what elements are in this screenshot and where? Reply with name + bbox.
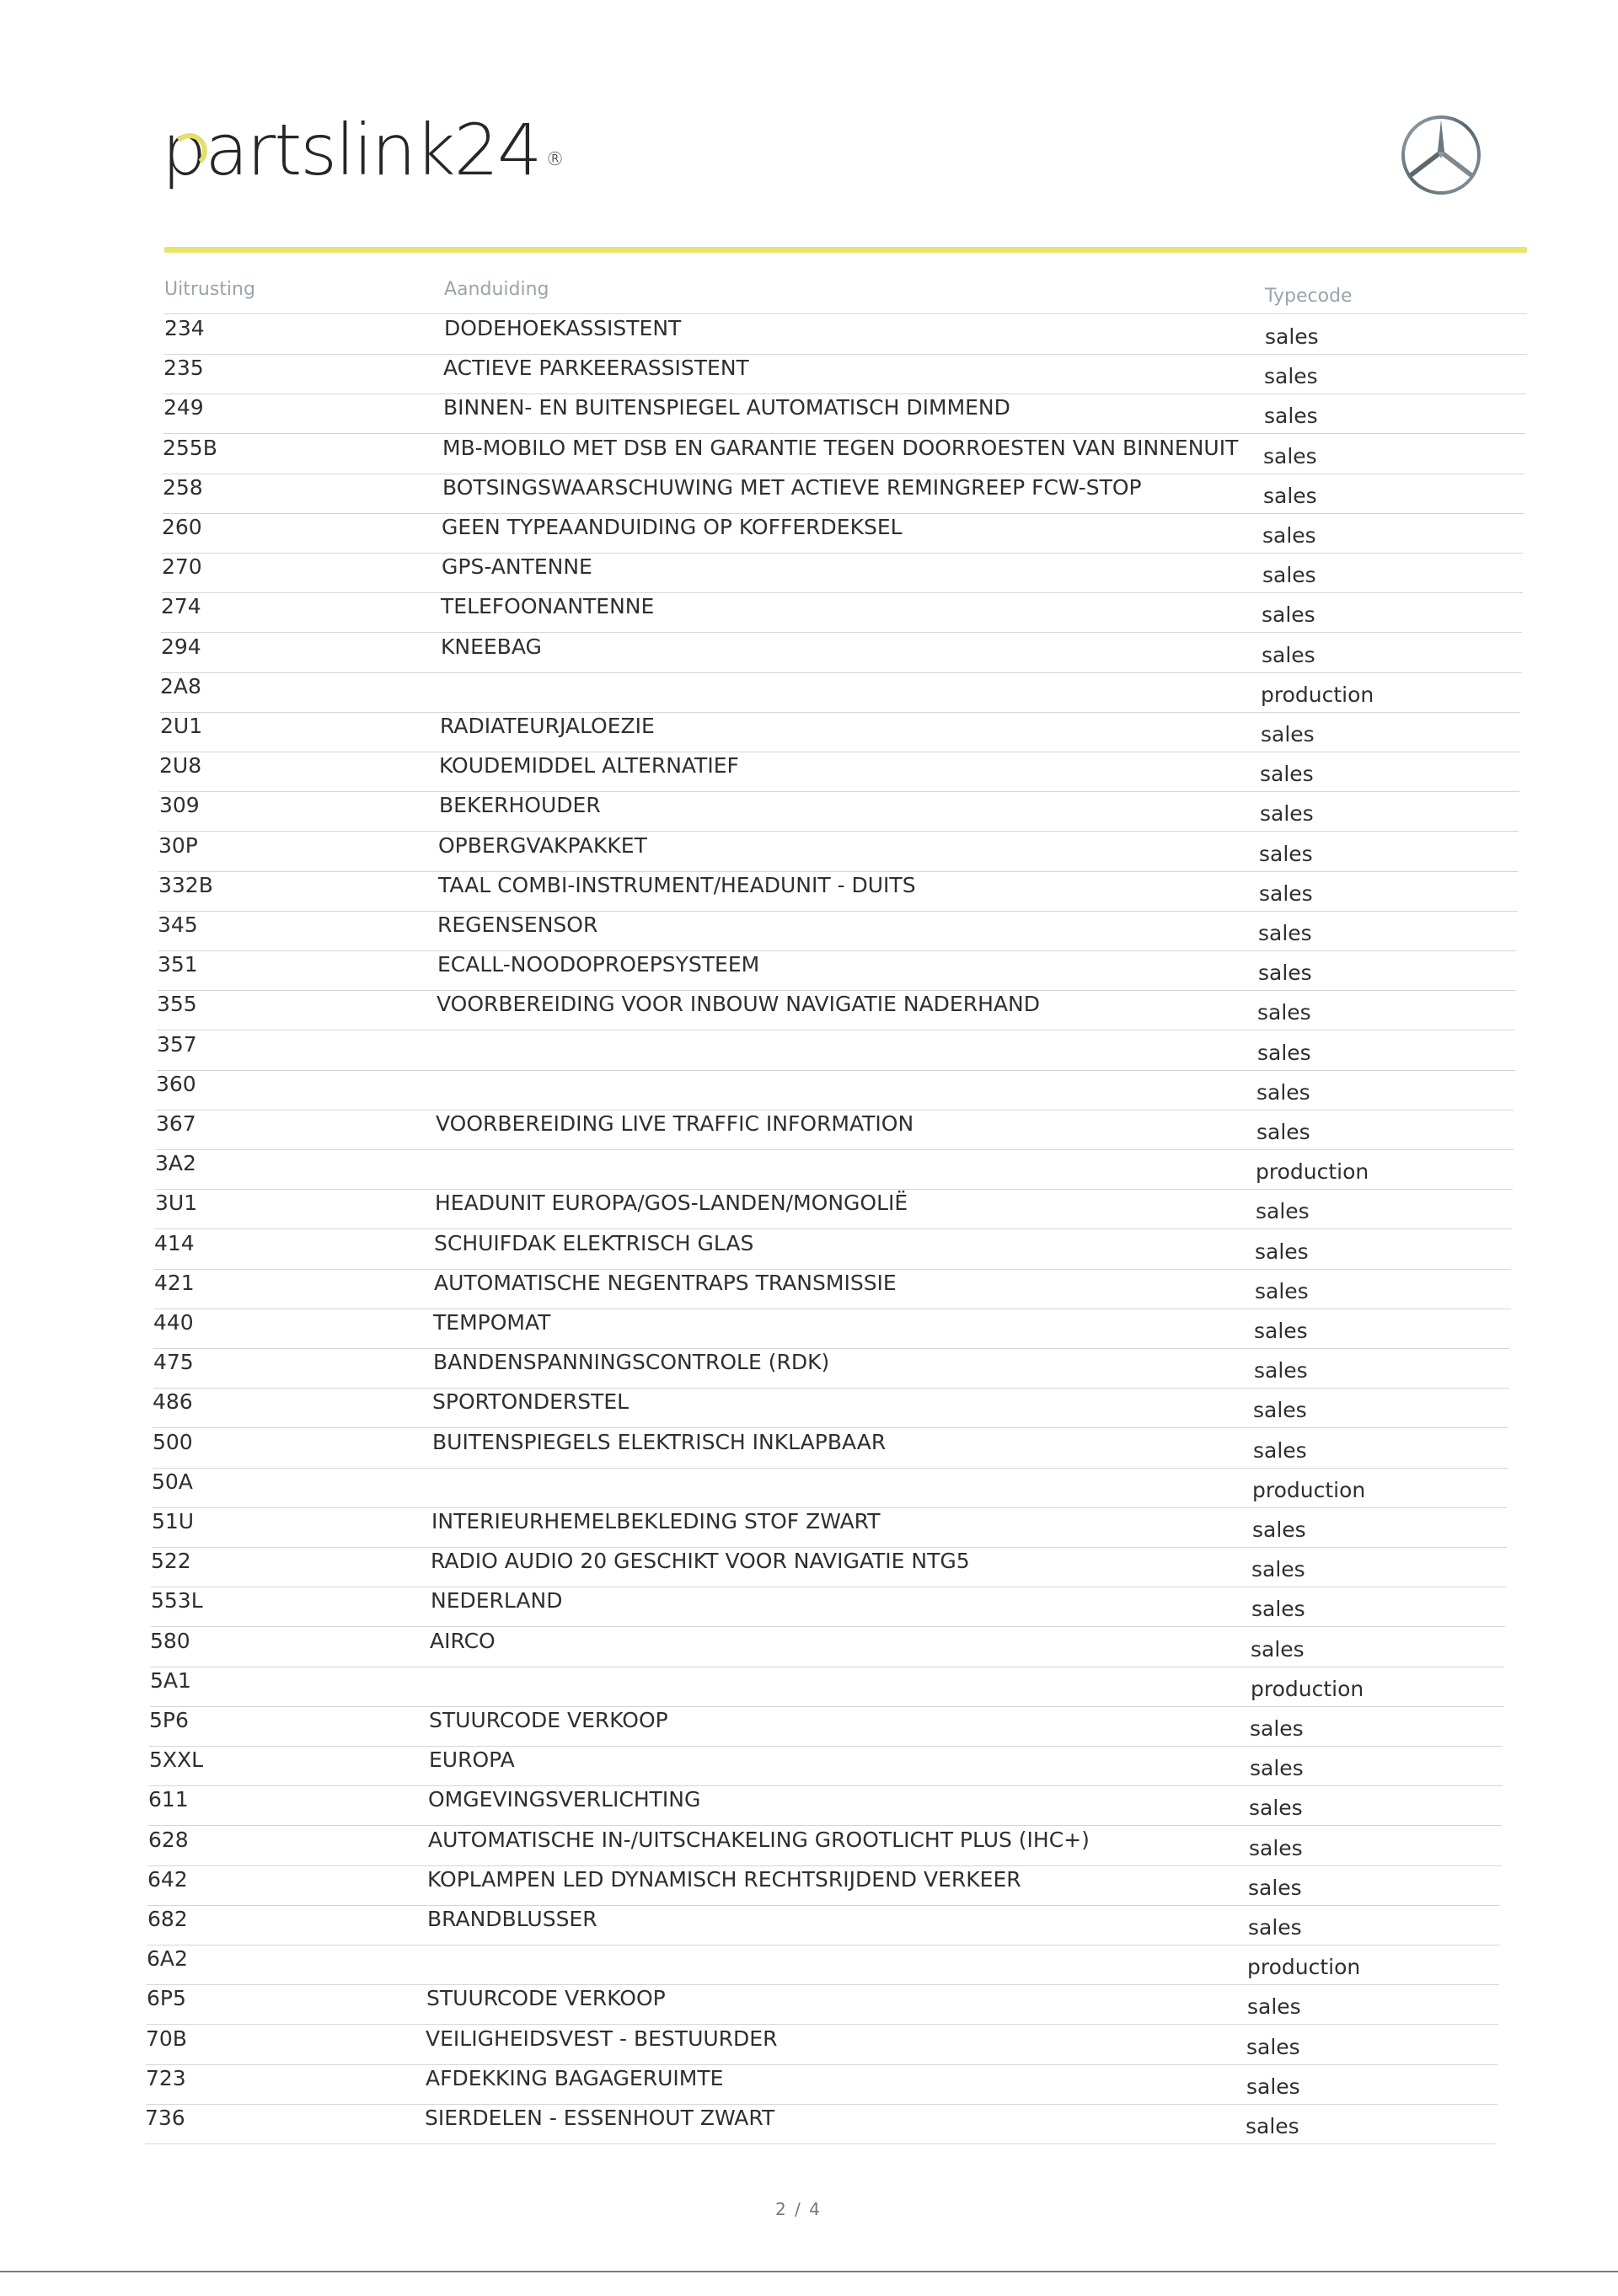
- table-row: [148, 1826, 1502, 1866]
- type-code: sales: [1246, 2035, 1300, 2059]
- type-code: sales: [1256, 1199, 1310, 1223]
- equipment-code: 5P6: [149, 1708, 189, 1732]
- equipment-description: DODEHOEKASSISTENT: [444, 316, 682, 340]
- equipment-code: 294: [161, 634, 201, 659]
- equipment-code: 2U1: [160, 714, 203, 738]
- table-row: [146, 2064, 1497, 2105]
- table-row: [154, 1269, 1511, 1309]
- type-code: sales: [1250, 1716, 1304, 1741]
- equipment-code: 611: [148, 1787, 189, 1812]
- type-code: sales: [1257, 1000, 1311, 1025]
- equipment-code: 274: [161, 594, 201, 618]
- equipment-code: 255B: [163, 436, 217, 460]
- table-row: [151, 1587, 1505, 1627]
- table-row: [159, 752, 1519, 792]
- type-code: sales: [1264, 404, 1318, 428]
- type-code: sales: [1263, 484, 1317, 508]
- logo-p-letter: [162, 108, 205, 192]
- equipment-code: 357: [157, 1032, 197, 1057]
- equipment-code: 682: [147, 1907, 188, 1931]
- equipment-description: AUTOMATISCHE NEGENTRAPS TRANSMISSIE: [434, 1271, 897, 1295]
- table-row: [148, 1785, 1502, 1826]
- equipment-code: 580: [150, 1629, 190, 1653]
- registered-mark: ®: [545, 149, 563, 170]
- type-code: sales: [1262, 523, 1316, 548]
- type-code: sales: [1248, 1915, 1302, 1940]
- equipment-description: VOORBEREIDING VOOR INBOUW NAVIGATIE NADERHAND: [437, 992, 1040, 1016]
- equipment-description: TEMPOMAT: [433, 1310, 551, 1335]
- table-row: [158, 911, 1516, 951]
- type-code: production: [1261, 682, 1374, 707]
- type-code: sales: [1262, 602, 1315, 627]
- type-code: sales: [1257, 1041, 1311, 1065]
- equipment-code: 5A1: [150, 1668, 191, 1693]
- table-row: [163, 434, 1524, 474]
- table-header: [164, 274, 1527, 314]
- table-row: [152, 1507, 1507, 1548]
- type-code: sales: [1263, 444, 1317, 468]
- equipment-code: 440: [153, 1310, 194, 1335]
- type-code: sales: [1260, 801, 1314, 826]
- table-row: [153, 1428, 1508, 1469]
- table-row: [160, 672, 1520, 713]
- table-row: [163, 393, 1525, 434]
- type-code: sales: [1248, 1876, 1302, 1900]
- equipment-description: BANDENSPANNINGSCONTROLE (RDK): [433, 1350, 830, 1374]
- table-row: [157, 1030, 1515, 1071]
- column-header-uitrusting: Uitrusting: [164, 279, 255, 300]
- equipment-code: 249: [163, 395, 204, 420]
- equipment-description: STUURCODE VERKOOP: [429, 1708, 668, 1732]
- equipment-description: OPBERGVAKPAKKET: [438, 833, 647, 858]
- equipment-code: 553L: [151, 1588, 203, 1613]
- equipment-description: SCHUIFDAK ELEKTRISCH GLAS: [434, 1231, 754, 1255]
- table-row: [156, 1110, 1514, 1150]
- table-row: [147, 1984, 1498, 2025]
- type-code: sales: [1246, 2114, 1299, 2138]
- table-row: [155, 1149, 1513, 1190]
- equipment-description: GEEN TYPEAANDUIDING OP KOFFERDEKSEL: [442, 515, 903, 539]
- equipment-description: GPS-ANTENNE: [442, 554, 592, 579]
- equipment-description: BEKERHOUDER: [439, 793, 601, 817]
- equipment-description: MB-MOBILO MET DSB EN GARANTIE TEGEN DOORROESTEN VAN BINNENUIT: [442, 436, 1239, 460]
- equipment-code: 3U1: [155, 1191, 198, 1215]
- equipment-code: 2A8: [160, 674, 201, 698]
- table-row: [161, 592, 1522, 633]
- type-code: sales: [1254, 1319, 1308, 1343]
- equipment-description: AFDEKKING BAGAGERUIMTE: [426, 2066, 724, 2090]
- table-row: [147, 1905, 1500, 1945]
- table-row: [157, 990, 1515, 1030]
- type-code: production: [1256, 1159, 1369, 1184]
- type-code: sales: [1255, 1239, 1309, 1264]
- equipment-description: RADIATEURJALOEZIE: [440, 714, 655, 738]
- header-divider: [164, 247, 1527, 253]
- equipment-code: 522: [151, 1549, 191, 1573]
- table-row: [153, 1309, 1509, 1349]
- type-code: production: [1251, 1677, 1364, 1701]
- equipment-description: SIERDELEN - ESSENHOUT ZWART: [425, 2106, 775, 2130]
- table-row: [149, 1746, 1503, 1786]
- type-code: sales: [1265, 324, 1319, 349]
- equipment-description: KOPLAMPEN LED DYNAMISCH RECHTSRIJDEND VERKEER: [427, 1867, 1021, 1892]
- table-row: [147, 1865, 1500, 1906]
- equipment-description: ECALL-NOODOPROEPSYSTEEM: [437, 952, 760, 977]
- type-code: sales: [1246, 2074, 1300, 2099]
- table-row: [152, 1468, 1507, 1508]
- type-code: sales: [1250, 1756, 1304, 1780]
- equipment-description: KOUDEMIDDEL ALTERNATIEF: [439, 753, 739, 778]
- equipment-code: 628: [148, 1828, 189, 1852]
- table-row: [163, 354, 1526, 394]
- equipment-code: 723: [146, 2066, 186, 2090]
- type-code: sales: [1262, 643, 1315, 667]
- logo-accent-arc-icon: [172, 133, 207, 169]
- table-row: [145, 2104, 1496, 2144]
- equipment-description: AUTOMATISCHE IN-/UITSCHAKELING GROOTLICHT PLUS (IHC+): [428, 1828, 1090, 1852]
- equipment-code: 6A2: [147, 1946, 188, 1971]
- type-code: sales: [1255, 1279, 1309, 1303]
- equipment-code: 30P: [158, 833, 198, 858]
- equipment-description: AIRCO: [430, 1629, 496, 1653]
- logo-text: artslink24: [205, 109, 541, 191]
- type-code: sales: [1249, 1836, 1303, 1860]
- table-row: [150, 1667, 1504, 1707]
- page-indicator: 2 / 4: [775, 2199, 822, 2219]
- equipment-code: 486: [153, 1389, 193, 1414]
- equipment-code: 51U: [152, 1509, 195, 1533]
- equipment-description: VEILIGHEIDSVEST - BESTUURDER: [426, 2026, 778, 2051]
- equipment-code: 345: [158, 913, 198, 937]
- equipment-description: NEDERLAND: [431, 1588, 563, 1613]
- table-row: [153, 1348, 1509, 1389]
- equipment-code: 70B: [146, 2026, 187, 2051]
- equipment-description: TELEFOONANTENNE: [441, 594, 655, 618]
- type-code: sales: [1251, 1557, 1305, 1582]
- type-code: sales: [1264, 364, 1318, 388]
- type-code: production: [1252, 1478, 1366, 1502]
- equipment-code: 475: [153, 1350, 194, 1374]
- type-code: sales: [1256, 1120, 1310, 1144]
- equipment-description: KNEEBAG: [441, 634, 542, 659]
- equipment-code: 260: [162, 515, 202, 539]
- equipment-code: 235: [163, 356, 204, 380]
- table-row: [155, 1189, 1512, 1229]
- type-code: sales: [1251, 1637, 1305, 1662]
- equipment-description: SPORTONDERSTEL: [432, 1389, 630, 1414]
- mercedes-star-icon: [1399, 113, 1483, 197]
- type-code: sales: [1261, 722, 1315, 747]
- type-code: sales: [1259, 842, 1313, 866]
- type-code: sales: [1252, 1517, 1306, 1542]
- equipment-code: 270: [162, 554, 202, 579]
- equipment-description: BUITENSPIEGELS ELEKTRISCH INKLAPBAAR: [432, 1430, 887, 1454]
- equipment-code: 414: [154, 1231, 195, 1255]
- table-row: [164, 314, 1527, 355]
- type-code: sales: [1259, 881, 1313, 906]
- table-row: [147, 1945, 1499, 1985]
- column-header-typecode: Typecode: [1265, 286, 1353, 307]
- equipment-description: REGENSENSOR: [437, 913, 598, 937]
- column-header-aanduiding: Aanduiding: [444, 279, 549, 300]
- equipment-description: BOTSINGSWAARSCHUWING MET ACTIEVE REMINGREEP FCW-STOP: [442, 475, 1142, 500]
- equipment-code: 360: [156, 1072, 196, 1096]
- type-code: sales: [1262, 563, 1316, 587]
- equipment-code: 736: [145, 2106, 185, 2130]
- logo-wordmark: [162, 108, 562, 192]
- table-row: [156, 1070, 1514, 1111]
- type-code: sales: [1260, 762, 1314, 786]
- table-row: [149, 1706, 1503, 1747]
- equipment-description: EUROPA: [429, 1747, 515, 1772]
- type-code: sales: [1251, 1597, 1305, 1621]
- table-row: [161, 633, 1522, 673]
- equipment-code: 367: [156, 1111, 196, 1136]
- type-code: sales: [1249, 1796, 1303, 1820]
- type-code: sales: [1253, 1438, 1307, 1463]
- equipment-description: OMGEVINGSVERLICHTING: [428, 1787, 701, 1812]
- equipment-description: STUURCODE VERKOOP: [426, 1986, 666, 2010]
- equipment-description: VOORBEREIDING LIVE TRAFFIC INFORMATION: [436, 1111, 914, 1136]
- table-row: [159, 791, 1519, 832]
- type-code: sales: [1247, 1994, 1301, 2019]
- equipment-code: 500: [153, 1430, 193, 1454]
- equipment-description: RADIO AUDIO 20 GESCHIKT VOOR NAVIGATIE NTG5: [431, 1549, 970, 1573]
- page-bottom-border: [0, 2271, 1618, 2272]
- type-code: sales: [1256, 1080, 1310, 1105]
- logo-p-glyph: p: [162, 109, 206, 191]
- table-row: [151, 1547, 1506, 1587]
- equipment-code: 351: [158, 952, 198, 977]
- equipment-description: BINNEN- EN BUITENSPIEGEL AUTOMATISCH DIMMEND: [443, 395, 1010, 420]
- partslink24-logo: [162, 108, 562, 209]
- equipment-description: TAAL COMBI-INSTRUMENT/HEADUNIT - DUITS: [438, 873, 916, 897]
- equipment-description: ACTIEVE PARKEERASSISTENT: [443, 356, 749, 380]
- equipment-code: 3A2: [155, 1151, 196, 1175]
- table-row: [158, 950, 1516, 991]
- equipment-code: 234: [164, 316, 205, 340]
- table-row: [158, 871, 1518, 912]
- type-code: production: [1247, 1955, 1361, 1979]
- equipment-code: 5XXL: [149, 1747, 204, 1772]
- equipment-code: 642: [147, 1867, 188, 1892]
- table-row: [154, 1229, 1511, 1270]
- equipment-code: 258: [163, 475, 203, 500]
- equipment-code: 50A: [152, 1469, 193, 1494]
- equipment-description: HEADUNIT EUROPA/GOS-LANDEN/MONGOLIË: [435, 1191, 908, 1215]
- table-row: [150, 1627, 1504, 1667]
- equipment-code: 332B: [158, 873, 213, 897]
- equipment-description: BRANDBLUSSER: [427, 1907, 597, 1931]
- table-row: [160, 712, 1520, 752]
- type-code: sales: [1254, 1358, 1308, 1383]
- equipment-code: 355: [157, 992, 197, 1016]
- type-code: sales: [1258, 961, 1312, 985]
- table-row: [162, 553, 1523, 593]
- table-row: [153, 1388, 1508, 1428]
- equipment-code: 6P5: [147, 1986, 186, 2010]
- table-row: [163, 474, 1524, 514]
- type-code: sales: [1258, 921, 1312, 945]
- table-row: [158, 832, 1518, 872]
- equipment-description: INTERIEURHEMELBEKLEDING STOF ZWART: [431, 1509, 881, 1533]
- equipment-code: 421: [154, 1271, 195, 1295]
- table-row: [146, 2025, 1497, 2065]
- table-row: [162, 513, 1523, 554]
- equipment-code: 2U8: [159, 753, 202, 778]
- equipment-code: 309: [159, 793, 200, 817]
- type-code: sales: [1253, 1398, 1307, 1422]
